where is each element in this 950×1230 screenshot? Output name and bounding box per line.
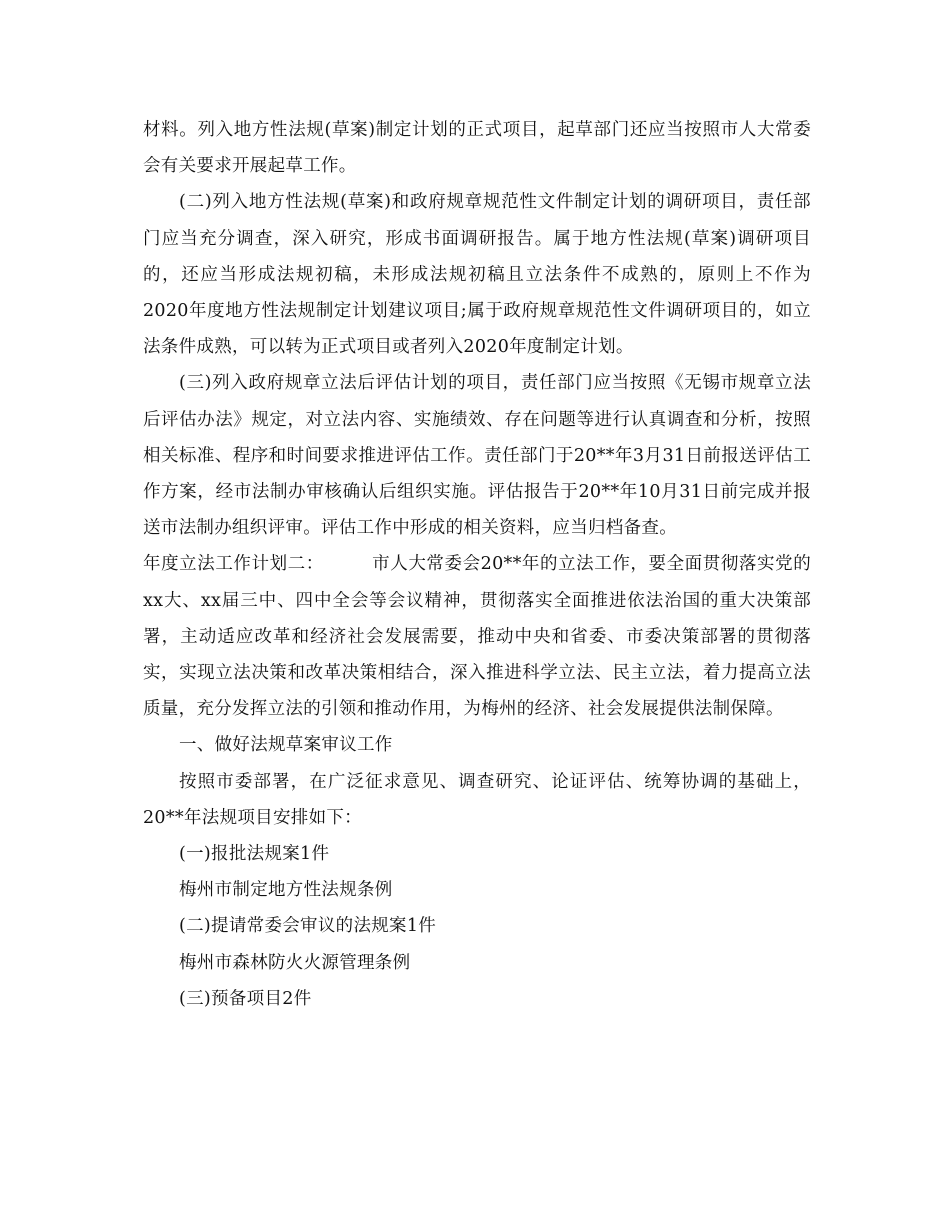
section-one-title: 一、做好法规草案审议工作 — [179, 735, 393, 756]
section-one-intro: 按照市委部署，在广泛征求意见、调查研究、论证评估、统筹协调的基础上，20**年法规项目安排如下： — [143, 771, 811, 828]
list-item: 梅州市制定地方性法规条例 — [179, 880, 393, 901]
plan-two-heading: 年度立法工作计划二： — [143, 554, 324, 575]
list-item: (二)提请常委会审议的法规案1件 — [179, 916, 437, 937]
document-page — [143, 112, 811, 1017]
list-item: (一)报批法规案1件 — [179, 844, 330, 865]
paragraph-evaluation-projects: (三)列入政府规章立法后评估计划的项目，责任部门应当按照《无锡市规章立法后评估办法》规定，对立法内容、实施绩效、存在问题等进行认真调查和分析，按照相关标准、程序和时间要求推进评估工作。责任部门于20**年3月31日前报送评估工作方案，经市法制办审核确认后组织实施。评估报告于20**年10月31日前完成并报送市法制办组织评审。评估工作中形成的相关资料，应当归档备查。 — [143, 373, 811, 539]
list-item: (三)预备项目2件 — [179, 988, 312, 1009]
paragraph-research-projects: (二)列入地方性法规(草案)和政府规章规范性文件制定计划的调研项目，责任部门应当充分调查，深入研究，形成书面调研报告。属于地方性法规(草案)调研项目的，还应当形成法规初稿，未形成法规初稿且立法条件不成熟的，原则上不作为2020年度地方性法规制定计划建议项目;属于政府规章规范性文件调研项目的，如立法条件成熟，可以转为正式项目或者列入2020年度制定计划。 — [143, 192, 811, 358]
paragraph-plan-two — [143, 546, 811, 727]
paragraph-continuation: 材料。列入地方性法规(草案)制定计划的正式项目，起草部门还应当按照市人大常委会有关要求开展起草工作。 — [143, 120, 811, 177]
list-item: 梅州市森林防火火源管理条例 — [179, 952, 411, 973]
plan-two-text: 市人大常委会20**年的立法工作，要全面贯彻落实党的xx大、xx届三中、四中全会等会议精神，贯彻落实全面推进依法治国的重大决策部署，主动适应改革和经济社会发展需要，推动中央和省委、市委决策部署的贯彻落实，实现立法决策和改革决策相结合，深入推进科学立法、民主立法，着力提高立法质量，充分发挥立法的引领和推动作用，为梅州的经济、社会发展提供法制保障。 — [143, 554, 811, 720]
